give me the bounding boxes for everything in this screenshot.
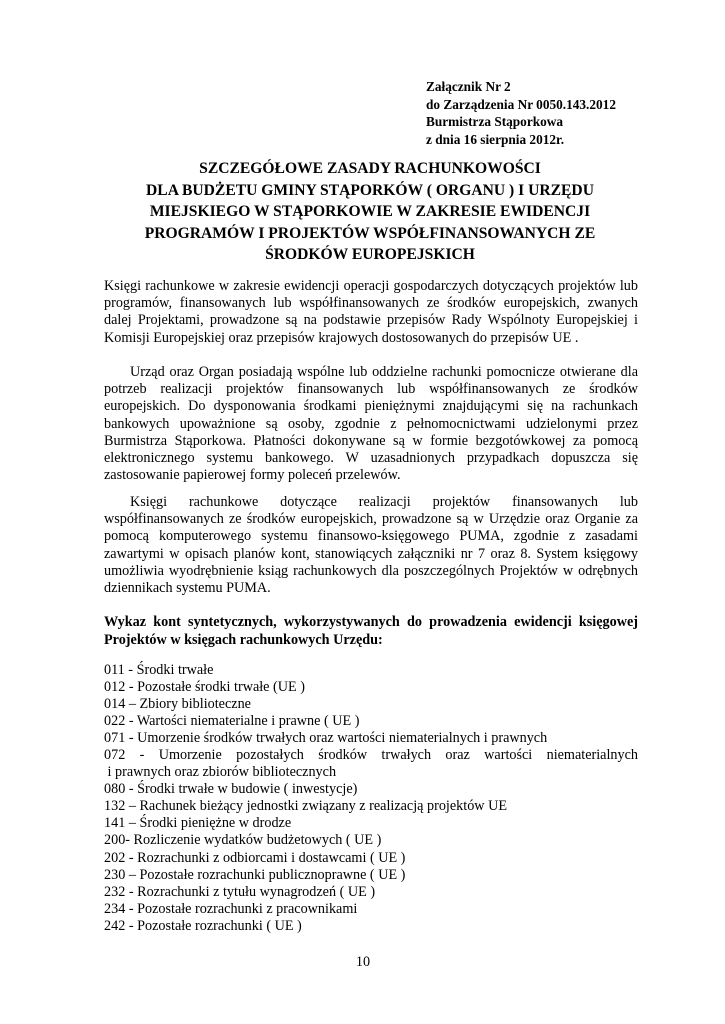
attachment-note <box>426 78 616 148</box>
list-item: 242 - Pozostałe rozrachunki ( UE ) <box>104 917 302 934</box>
list-item: 072 - Umorzenie pozostałych środków trwałych oraz wartości niematerialnych <box>104 747 638 764</box>
list-item: 132 – Rachunek bieżący jednostki związany z realizacją projektów UE <box>104 798 507 815</box>
list-item: 022 - Wartości niematerialne i prawne ( UE ) <box>104 713 360 730</box>
paragraph-accounting-system: Księgi rachunkowe dotyczące realizacji projektów finansowanych lub współfinansowanych ze środków europejskich, prowadzone są w Urzędzie oraz Organie za pomocą komputerowego systemu finansowo-księgowego PUMA, zgodnie z zasadami zawartymi w opisach planów kont, stanowiących załączniki nr 7 oraz 8. System księgowy umożliwia wyodrębnienie ksiąg rachunkowych dla poszczególnych Projektów w odrębnych dziennikach systemu PUMA. <box>104 494 638 597</box>
attachment-line: z dnia 16 sierpnia 2012r. <box>426 131 565 147</box>
title-line: MIEJSKIEGO W STĄPORKOWIE W ZAKRESIE EWIDENCJI <box>149 203 591 221</box>
accounts-list <box>104 662 638 935</box>
list-item: 232 - Rozrachunki z tytułu wynagrodzeń ( UE ) <box>104 883 376 900</box>
list-item: 200- Rozliczenie wydatków budżetowych ( UE ) <box>104 832 382 849</box>
accounts-heading: Wykaz kont syntetycznych, wykorzystywanych do prowadzenia ewidencji księgowej Projektów w księgach rachunkowych Urzędu: <box>104 614 638 648</box>
document-title <box>100 158 640 266</box>
title-line: PROGRAMÓW I PROJEKTÓW WSPÓŁFINANSOWANYCH ZE <box>144 224 596 242</box>
list-item: 141 – Środki pieniężne w drodze <box>104 815 292 832</box>
title-line: SZCZEGÓŁOWE ZASADY RACHUNKOWOŚCI <box>199 160 541 177</box>
attachment-line: do Zarządzenia Nr 0050.143.2012 <box>426 96 616 112</box>
title-line: DLA BUDŻETU GMINY STĄPORKÓW ( ORGANU ) I URZĘDU <box>146 181 594 199</box>
attachment-line: Załącznik Nr 2 <box>426 79 511 94</box>
paragraph-intro: Księgi rachunkowe w zakresie ewidencji operacji gospodarczych dotyczących projektów lub programów, finansowanych lub współfinansowanych ze środków europejskich, zwanych dalej Projektami, prowadzone są na podstawie przepisów Rady Wspólnoty Europejskiej i Komisji Europejskiej oraz przepisów krajowych dostosowanych do przepisów UE . <box>104 278 638 346</box>
list-item: 071 - Umorzenie środków trwałych oraz wartości niematerialnych i prawnych <box>104 730 548 747</box>
title-line: ŚRODKÓW EUROPEJSKICH <box>265 246 475 264</box>
list-item: 011 - Środki trwałe <box>104 662 214 678</box>
list-item: 012 - Pozostałe środki trwałe (UE ) <box>104 679 305 696</box>
page-number: 10 <box>355 954 371 970</box>
paragraph-bank-accounts: Urząd oraz Organ posiadają wspólne lub oddzielne rachunki pomocnicze otwierane dla potrzeb realizacji projektów finansowanych lub współfinansowanych ze środków europejskich. Do dysponowania środkami pieniężnymi znajdującymi się na rachunkach bankowych upoważnione są osoby, zgodnie z pełnomocnictwami udzielonymi przez Burmistrza Stąporkowa. Płatności dokonywane są w formie bezgotówkowej za pomocą elektronicznego systemu bankowego. W uzasadnionych przypadkach dopuszcza się zastosowanie papierowej formy poleceń przelewów. <box>104 364 638 484</box>
list-item: 014 – Zbiory biblioteczne <box>104 696 251 713</box>
attachment-line: Burmistrza Stąporkowa <box>426 114 564 129</box>
list-item: 202 - Rozrachunki z odbiorcami i dostawcami ( UE ) <box>104 849 406 866</box>
list-item: i prawnych oraz zbiorów bibliotecznych <box>104 764 337 781</box>
list-item: 230 – Pozostałe rozrachunki publicznoprawne ( UE ) <box>104 866 406 883</box>
list-item: 080 - Środki trwałe w budowie ( inwestycje) <box>104 781 358 798</box>
list-item: 234 - Pozostałe rozrachunki z pracownikami <box>104 900 358 917</box>
